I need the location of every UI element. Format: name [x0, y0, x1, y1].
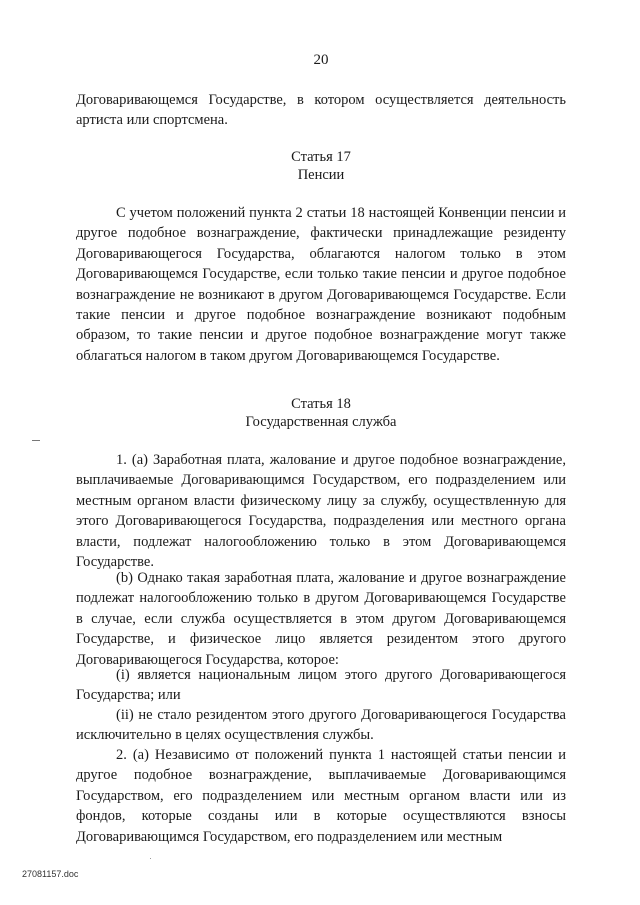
article-18-para-1a: 1. (a) Заработная плата, жалование и другое подобное вознаграждение, выплачиваемые Договаривающимся Государством, его подразделением или местным органом власти физическому лицу за службу, осуществленную для этого Договаривающегося Государства, подразделения или местного органа власти, подлежат налогообложению только в этом Договаривающемся Государстве. — [76, 452, 566, 571]
article-18-para-1b: (b) Однако такая заработная плата, жалование и другое вознаграждение подлежат налогообложению только в другом Договаривающемся Государстве в случае, если служба осуществляется в этом другом Договаривающемся Государстве, и физическое лицо является резидентом этого другого Договаривающегося Государства, которое: — [76, 570, 566, 668]
article-17-number: Статья 17 — [291, 149, 351, 165]
scan-dot — [150, 858, 151, 859]
footer-filename: 27081157.doc — [22, 869, 79, 879]
intro-paragraph: Договаривающемся Государстве, в котором осуществляется деятельность артиста или спортсмена. — [76, 92, 566, 129]
article-18-title: Государственная служба — [245, 414, 397, 430]
article-18-number: Статья 18 — [291, 396, 351, 412]
article-18-para-1b-ii: (ii) не стало резидентом этого другого Договаривающегося Государства исключительно в целях осуществления службы. — [76, 707, 566, 744]
article-17-title: Пенсии — [297, 167, 345, 183]
article-17-paragraph: С учетом положений пункта 2 статьи 18 настоящей Конвенции пенсии и другое подобное вознаграждение, фактически принадлежащие резиденту Договаривающегося Государства, облагаются налогом только в этом Договаривающемся Государстве, если только такие пенсии и другое подобное вознаграждение не возникают в другом Договаривающемся Государстве. Если такие пенсии и другое подобное вознаграждение возникают подобным образом, то такие пенсии и другое подобное вознаграждение могут также облагаться налогом в таком другом Договаривающемся Государстве. — [76, 205, 566, 364]
article-18-para-1b-i: (i) является национальным лицом этого другого Договаривающегося Государства; или — [76, 667, 566, 704]
page-number: 20 — [313, 52, 329, 68]
article-18-para-2a: 2. (a) Независимо от положений пункта 1 настоящей статьи пенсии и другое подобное вознаграждение, выплачиваемые Договаривающимся Государством, его подразделением или местным органом власти или из фондов, которые созданы или в которые осуществляются взносы Договаривающимся Государством, его подразделением или местным — [76, 747, 566, 845]
margin-mark — [32, 440, 40, 441]
